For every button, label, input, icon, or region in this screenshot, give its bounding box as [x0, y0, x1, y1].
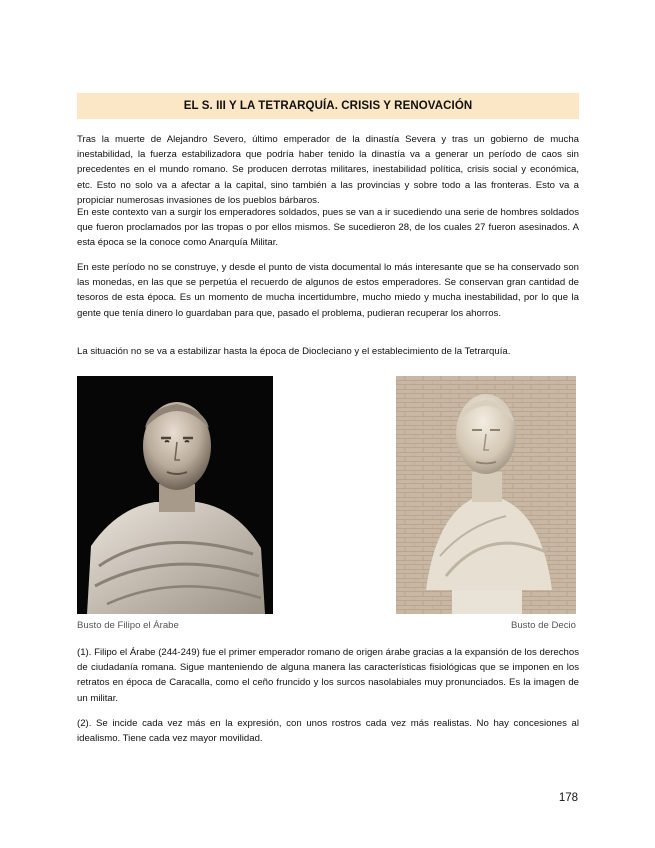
title-band — [77, 93, 579, 119]
paragraph-note-1: (1). Filipo el Árabe (244-249) fue el primer emperador romano de origen árabe gracias a la expansión de los derechos de ciudadanía romana. Sigue manteniendo de alguna manera las características fisiológicas que se imponen en los retratos en época de Caracalla, como el ceño fruncido y los surcos nasolabiales muy pronunciados. Es la imagen de un militar. — [77, 647, 579, 704]
caption-decius: Busto de Decio — [510, 620, 576, 631]
paragraph-note-2: (2). Se incide cada vez más en la expresión, con unos rostros cada vez más realistas. No hay concesiones al idealismo. Tiene cada vez mayor movilidad. — [77, 718, 579, 745]
bust-decius-photo — [396, 376, 576, 614]
page-title: EL S. III Y LA TETRARQUÍA. CRISIS Y RENOVACIÓN — [183, 100, 473, 112]
paragraph-intro: Tras la muerte de Alejandro Severo, último emperador de la dinastía Severa y tras un gobierno de mucha inestabilidad, la fuerza estabilizadora que podría haber tenido la dinastía va a generar un período de caos sin precedentes en el mundo romano. Se producen derrotas militares, inestabilidad política, crisis social y económica, etc. Esto no solo va a afectar a la capital, sino también a las provincias y sobre todo a las fronteras. Esto va a propiciar numerosas invasiones de los pueblos bárbaros. — [77, 134, 579, 206]
paragraph-coins: En este período no se construye, y desde el punto de vista documental lo más interesante que se ha conservado son las monedas, en las que se perpetúa el recuerdo de algunos de estos emperadores. Se conservan gran cantidad de tesoros de esta época. Es un momento de mucha incertidumbre, mucho miedo y mucha inestabilidad, por lo que la gente que tenía dinero lo guardaban para que, pasado el problema, pudieran recuperar los ahorros. — [77, 262, 579, 319]
bust-philip-photo — [77, 376, 273, 614]
paragraph-soldier-emperors: En este contexto van a surgir los emperadores soldados, pues se van a ir sucediendo una serie de hombres soldados que fueron proclamados por las tropas o por ellos mismos. Se sucedieron 28, de los cuales 27 fueron asesinados. A esta época se la conoce como Anarquía Militar. — [77, 207, 579, 249]
caption-philip: Busto de Filipo el Árabe — [77, 620, 179, 631]
page-number: 178 — [558, 792, 578, 804]
paragraph-tetrarchy: La situación no se va a estabilizar hasta la época de Diocleciano y el establecimiento de la Tetrarquía. — [77, 346, 511, 357]
